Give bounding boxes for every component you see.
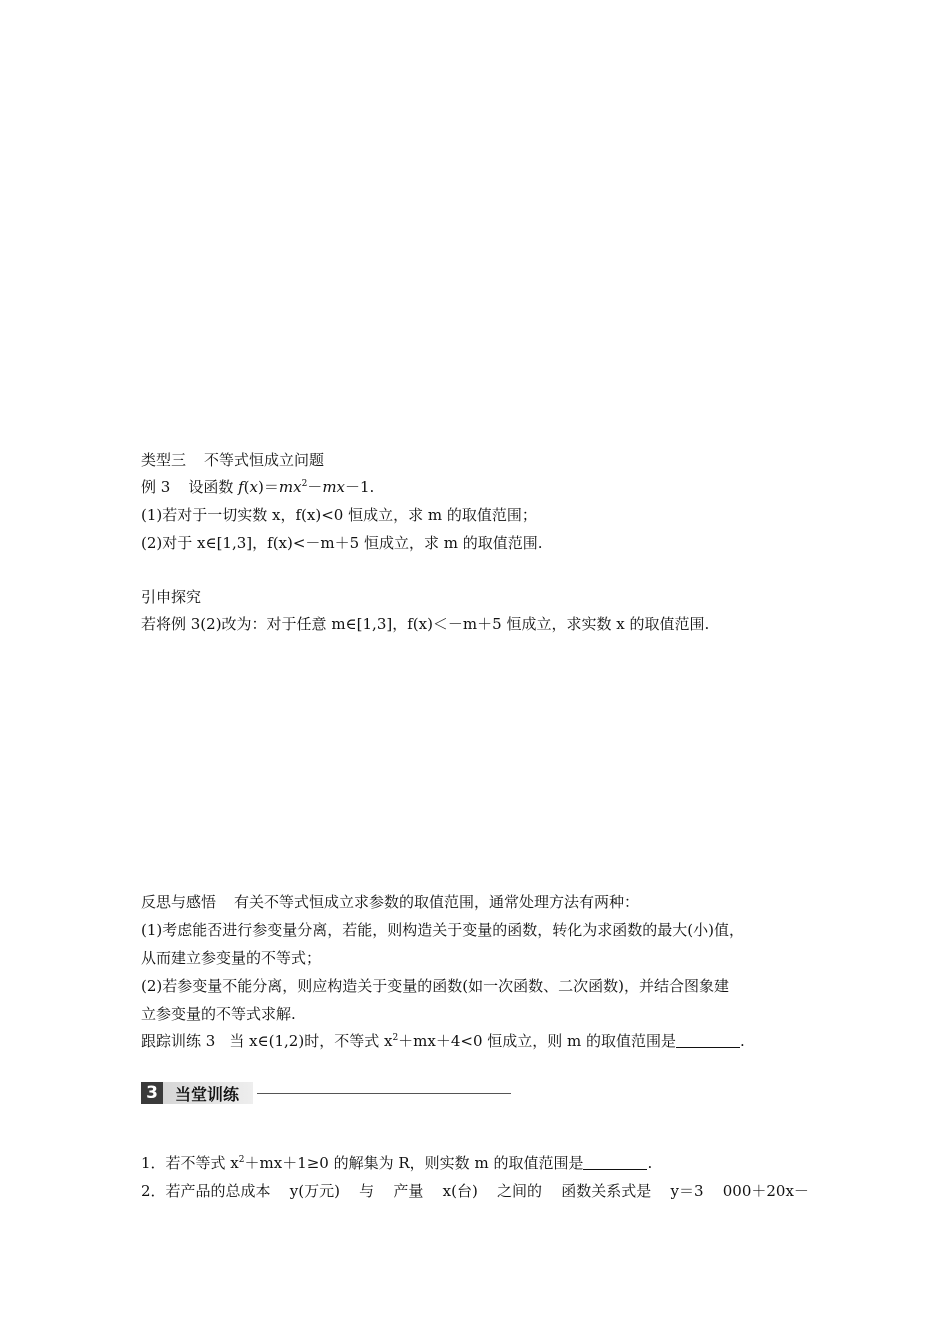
reflection-intro bbox=[141, 892, 639, 912]
answer-blank[interactable] bbox=[676, 1033, 740, 1048]
section-number-badge: 3 bbox=[141, 1082, 163, 1104]
type3-title: 不等式恒成立问题 bbox=[204, 451, 325, 469]
example-3: 例 3 设函数 $f(x)=mx^2-mx-1$. bbox=[141, 478, 375, 496]
reflection-point-2-line-1: (2)若参变量不能分离，则应构造关于变量的函数(如一次函数、二次函数)，并结合图象建 bbox=[141, 977, 729, 995]
extension-title: 引申探究 bbox=[141, 588, 202, 606]
answer-blank[interactable] bbox=[583, 1155, 647, 1170]
reflection-title: 反思与感悟 bbox=[141, 893, 217, 911]
reflection-point-2-line-2: 立参变量的不等式求解. bbox=[141, 1005, 296, 1023]
section-heading-type3 bbox=[141, 450, 324, 470]
reflection-point-1-line-2: 从而建立参变量的不等式； bbox=[141, 949, 322, 967]
extension-text: 若将例 3(2)改为：对于任意 m∈[1,3]，f(x)＜－m＋5 恒成立，求实数 x 的取值范围. bbox=[141, 615, 710, 633]
reflection-intro-text: 有关不等式恒成立求参数的取值范围，通常处理方法有两种： bbox=[234, 893, 640, 911]
training-label: 跟踪训练 3 bbox=[141, 1032, 216, 1050]
exercise-2: 2．若产品的总成本 y(万元) 与 产量 x(台) 之间的 函数关系式是 y＝3 000＋20x－ bbox=[141, 1182, 809, 1200]
example-question-2: (2)对于 x∈[1,3]，f(x)<－m＋5 恒成立，求 m 的取值范围. bbox=[141, 534, 543, 552]
section-header-practice bbox=[141, 1082, 511, 1104]
example-question-1: (1)若对于一切实数 x，f(x)<0 恒成立，求 m 的取值范围； bbox=[141, 506, 537, 524]
example-text: 设函数 bbox=[188, 478, 234, 496]
section-title: 当堂训练 bbox=[163, 1082, 253, 1104]
reflection-point-1-line-1: (1)考虑能否进行参变量分离，若能，则构造关于变量的函数，转化为求函数的最大(小)值， bbox=[141, 921, 744, 939]
type3-label: 类型三 bbox=[141, 451, 187, 469]
training-3: 跟踪训练 3 当 x∈(1,2)时，不等式 $x^2+mx+4<0$ 恒成立，则 m 的取值范围是 . bbox=[141, 1032, 745, 1050]
exercise-1: 1．若不等式 $x^2+mx+1\ge 0$ 的解集为 R，则实数 m 的取值范围是 . bbox=[141, 1154, 653, 1172]
example-label: 例 3 bbox=[141, 478, 171, 496]
section-divider bbox=[257, 1093, 511, 1094]
